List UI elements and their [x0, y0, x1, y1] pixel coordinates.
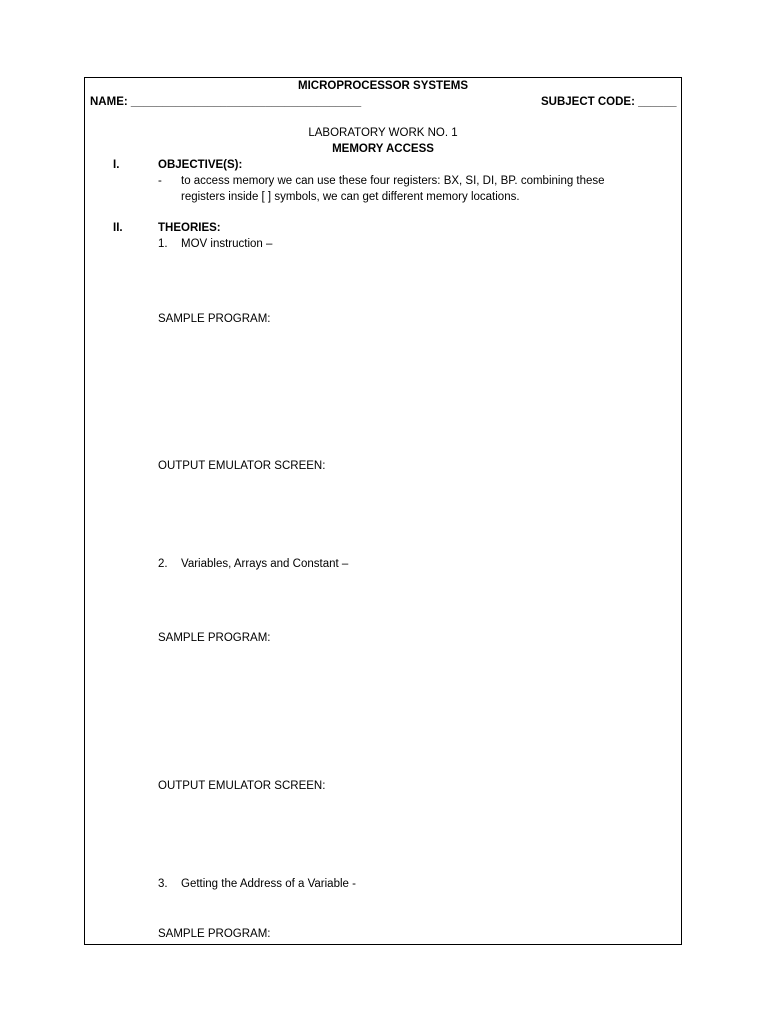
sample-program-label: SAMPLE PROGRAM:: [158, 928, 271, 940]
section-numeral-objectives: I.: [113, 159, 120, 171]
theories-heading: THEORIES:: [158, 222, 221, 234]
theory-item-number: 1.: [158, 238, 168, 250]
laboratory-title: MEMORY ACCESS: [332, 143, 434, 155]
section-numeral-theories: II.: [113, 222, 123, 234]
objective-text-line-1: to access memory we can use these four registers: BX, SI, DI, BP. combining these: [181, 175, 605, 187]
page-border: [84, 77, 682, 945]
theory-item-number: 3.: [158, 878, 168, 890]
sample-program-label: SAMPLE PROGRAM:: [158, 313, 271, 325]
objective-text-line-2: registers inside [ ] symbols, we can get different memory locations.: [181, 191, 520, 203]
theory-item-title: MOV instruction –: [181, 238, 273, 250]
laboratory-work-number: LABORATORY WORK NO. 1: [308, 127, 458, 139]
sample-program-label: SAMPLE PROGRAM:: [158, 632, 271, 644]
output-emulator-screen-label: OUTPUT EMULATOR SCREEN:: [158, 780, 326, 792]
objectives-heading: OBJECTIVE(S):: [158, 159, 243, 171]
theory-item-number: 2.: [158, 558, 168, 570]
theory-item-title: Variables, Arrays and Constant –: [181, 558, 349, 570]
output-emulator-screen-label: OUTPUT EMULATOR SCREEN:: [158, 460, 326, 472]
objective-bullet: -: [158, 175, 162, 187]
theory-item-title: Getting the Address of a Variable -: [181, 878, 356, 890]
document-title: MICROPROCESSOR SYSTEMS: [298, 80, 468, 92]
subject-code-label: SUBJECT CODE: ______: [541, 96, 677, 108]
name-field-label: NAME: ____________________________________: [90, 96, 362, 108]
